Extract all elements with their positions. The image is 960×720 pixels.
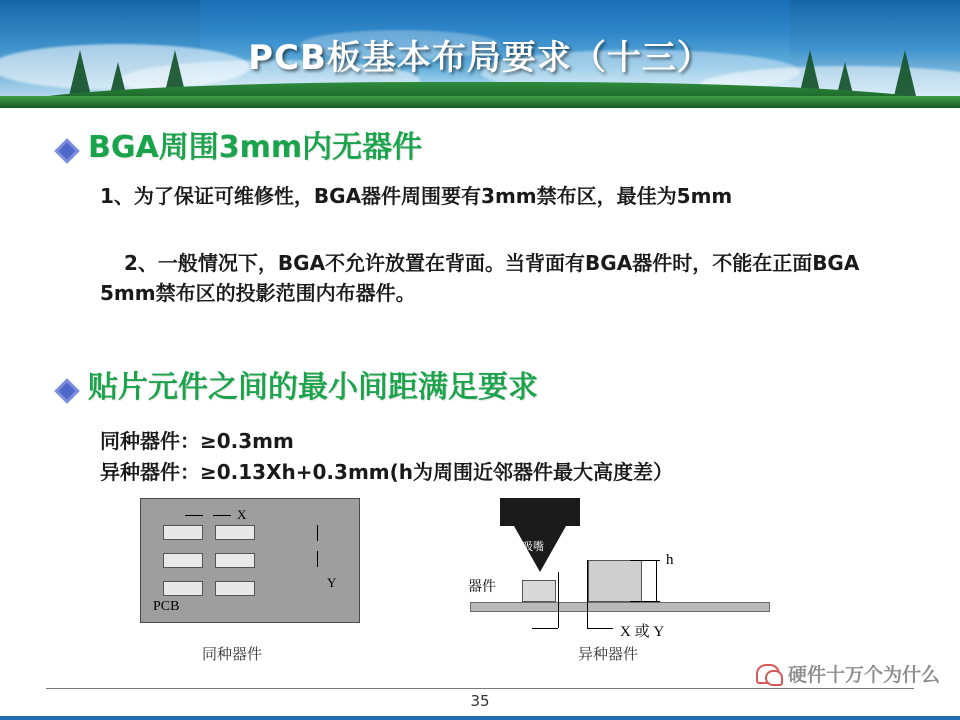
diamond-bullet-icon: [54, 378, 79, 403]
watermark: [756, 660, 940, 687]
wechat-icon: [756, 664, 780, 684]
arrow-line: [630, 601, 660, 602]
section-2-heading-text: 贴片元件之间的最小间距满足要求: [88, 370, 538, 405]
figure-left-label-pcb: PCB: [153, 599, 180, 614]
pad: [215, 581, 255, 596]
section-1-item-2: 2、一般情况下，BGA不允许放置在背面。当背面有BGA器件时，不能在正面BGA 5mm禁布区的投影范围内布器件。: [100, 251, 860, 305]
diamond-bullet-icon: [54, 138, 79, 163]
guide-line: [558, 572, 559, 628]
arrow-line: [317, 525, 318, 541]
arrow-line: [317, 551, 318, 567]
figures-area: [0, 498, 960, 678]
slide-body: [0, 108, 960, 720]
figure-right-label-component: 器件: [468, 579, 496, 595]
pcb-board: [470, 602, 770, 612]
bottom-accent-band: [0, 716, 960, 720]
footer-divider: [46, 688, 914, 689]
arrow-line: [587, 628, 613, 629]
pad: [215, 553, 255, 568]
guide-line: [587, 560, 588, 628]
figure-right-label-height: h: [666, 552, 674, 568]
section-1-heading-text: BGA周围3mm内无器件: [88, 130, 423, 165]
component-small: [522, 580, 556, 602]
arrow-line: [630, 560, 660, 561]
figure-left-label-y: Y: [327, 575, 337, 590]
figure-left-label-x: X: [237, 507, 247, 522]
pad-array: [163, 525, 303, 603]
section-2-item-2: 异种器件：≥0.13Xh+0.3mm(h为周围近邻器件最大高度差）: [100, 460, 674, 484]
section-heading-2: [58, 370, 918, 406]
component-tall: [588, 560, 642, 602]
section-1-item-1: 1、为了保证可维修性，BGA器件周围要有3mm禁布区，最佳为5mm: [100, 184, 733, 208]
arrow-line: [213, 515, 231, 516]
figure-different-type-components: [470, 498, 800, 648]
arrow-line: [656, 560, 657, 602]
pad: [215, 525, 255, 540]
watermark-text: 硬件十万个为什么: [787, 664, 940, 686]
figure-right-caption: 异种器件: [578, 645, 639, 663]
figure-left-caption: 同种器件: [202, 645, 263, 663]
pad: [163, 581, 203, 596]
page-title: PCB板基本布局要求（十三）: [248, 38, 712, 78]
nozzle-body: [500, 498, 580, 526]
figure-same-type-components: [140, 498, 360, 623]
pad: [163, 525, 203, 540]
arrow-line: [532, 628, 558, 629]
section-2-item-1: 同种器件：≥0.3mm: [100, 429, 294, 453]
figure-right-label-spacing: X 或 Y: [620, 624, 665, 640]
figure-right-label-nozzle: 吸嘴: [522, 541, 544, 553]
arrow-line: [185, 515, 203, 516]
pad: [163, 553, 203, 568]
page-number: 35: [470, 692, 490, 710]
grass-decoration-base: [0, 96, 960, 108]
section-heading-1: [58, 130, 918, 166]
section-2-items: [100, 426, 930, 488]
